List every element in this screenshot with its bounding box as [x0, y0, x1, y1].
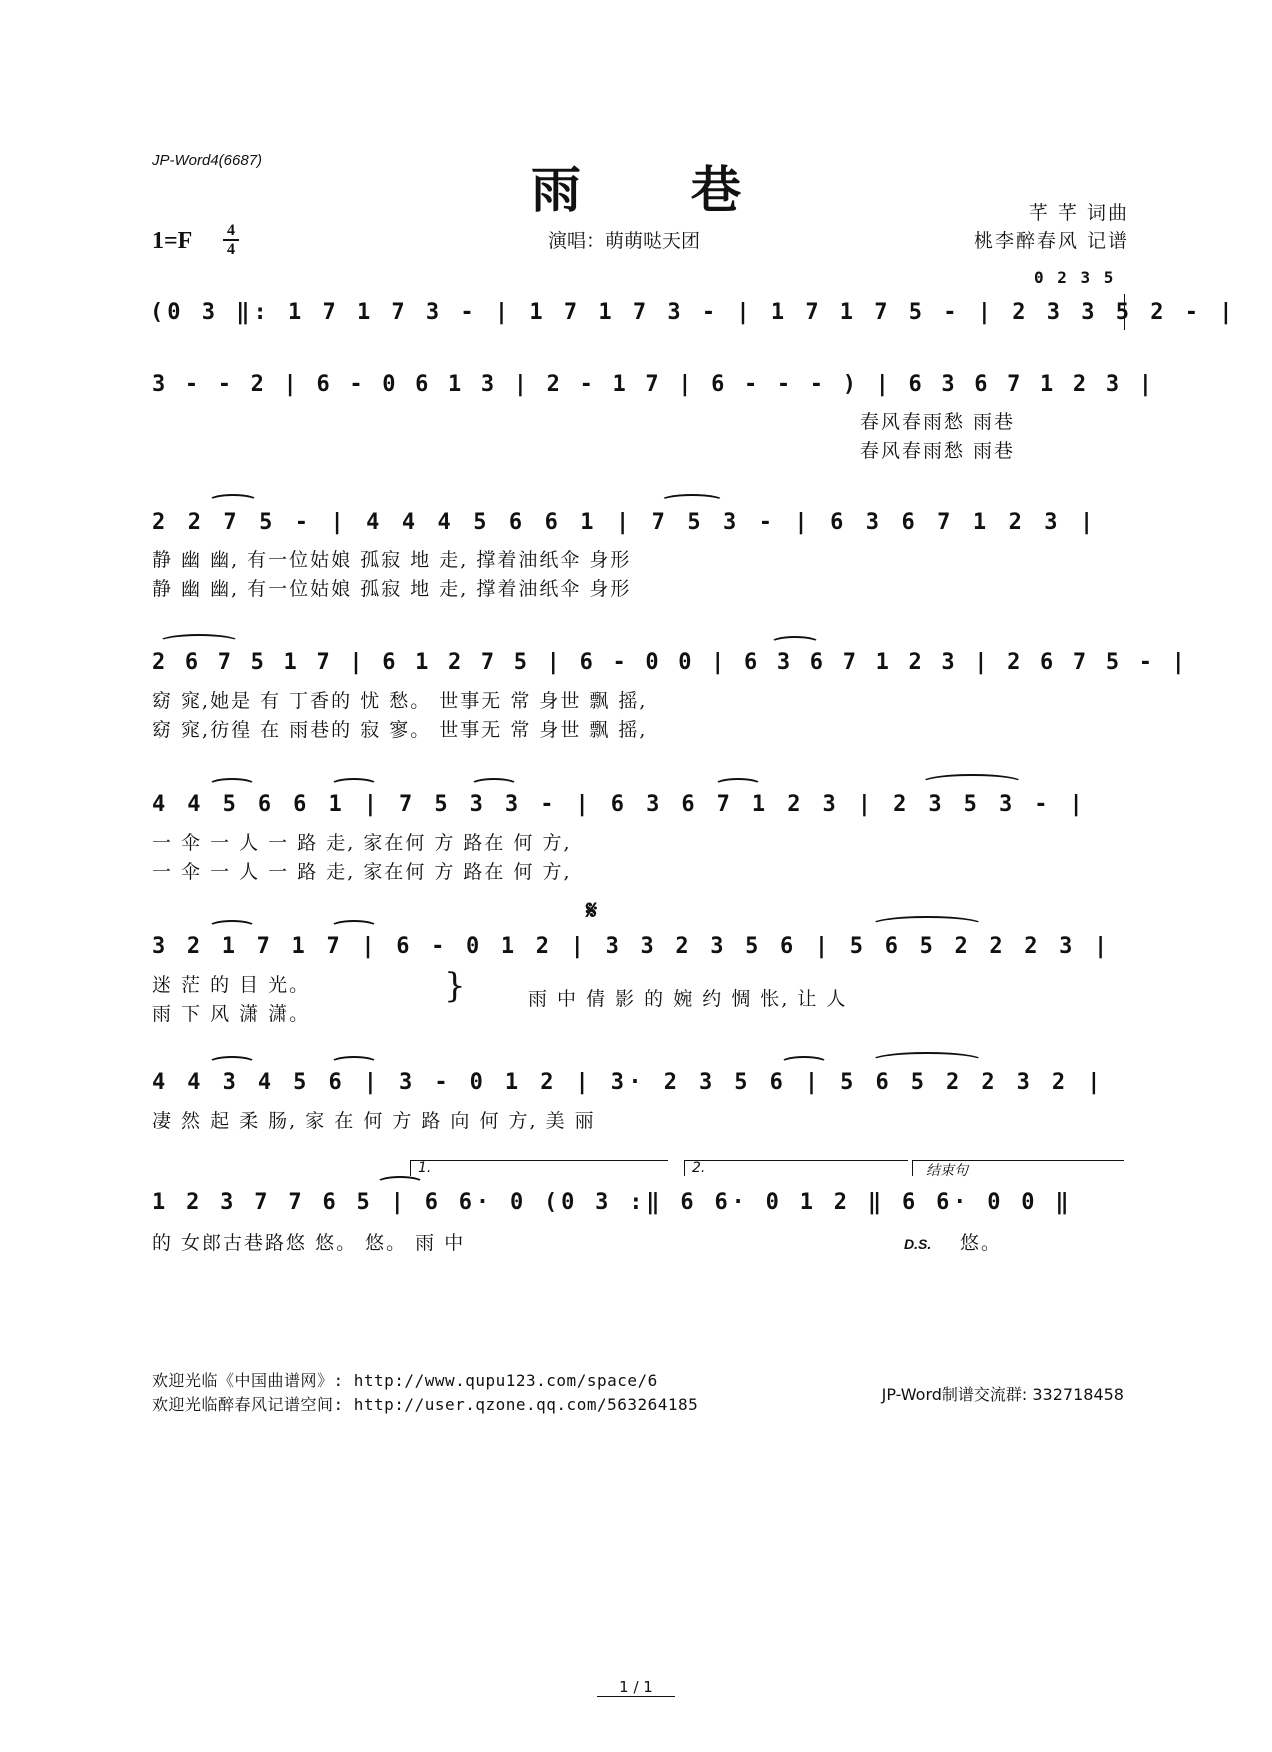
notation-line-1: (0 3 ‖: 1 7 1 7 3 - | 1 7 1 7 3 - | 1 7 1 7 5 - | 2 3 3 5 2 - | [150, 300, 1237, 325]
volta-bracket-1-edge [410, 1160, 411, 1176]
software-label: JP-Word4(6687) [152, 152, 263, 169]
segno-sign: 𝄋 [586, 896, 598, 926]
lyric-line-4-verse-2: 窈 窕,彷徨 在 雨巷的 寂 寥。 世事无 常 身世 飘 摇, [152, 719, 648, 741]
volta-bracket-2 [684, 1160, 908, 1161]
notation-line-2: 3 - - 2 | 6 - 0 6 1 3 | 2 - 1 7 | 6 - - - ) | 6 3 6 7 1 2 3 | [152, 372, 1156, 397]
notation-line-4: 2 6 7 5 1 7 | 6 1 2 7 5 | 6 - 0 0 | 6 3 6 7 1 2 3 | 2 6 7 5 - | [152, 650, 1189, 675]
slur [208, 1056, 256, 1070]
slur [208, 920, 256, 934]
slur [660, 494, 724, 508]
slur [470, 778, 518, 792]
lyric-line-2-verse-2: 春风春雨愁 雨巷 [860, 440, 1016, 462]
lyricist-credit: 芊 芊 词曲 [1028, 202, 1129, 224]
lyric-line-3-verse-2: 静 幽 幽, 有一位姑娘 孤寂 地 走, 撑着油纸伞 身形 [152, 578, 632, 600]
slur [158, 634, 240, 650]
lyric-line-4-verse-1: 窈 窕,她是 有 丁香的 忧 愁。 世事无 常 身世 飘 摇, [152, 690, 648, 712]
lyric-line-2-verse-1: 春风春雨愁 雨巷 [860, 411, 1016, 433]
volta-bracket-2-edge [684, 1160, 685, 1176]
footer-qzone: 欢迎光临醉春风记谱空间: http://user.qzone.qq.com/563264185 [152, 1395, 699, 1414]
ds-marking: D.S. [904, 1236, 932, 1252]
lyric-line-6-verse-1: 迷 茫 的 目 光。 [152, 974, 311, 996]
slur [208, 494, 258, 508]
lyric-line-6-chorus: 雨 中 倩 影 的 婉 约 惆 怅, 让 人 [528, 988, 848, 1010]
volta-bracket-1 [410, 1160, 668, 1161]
slur [330, 920, 378, 934]
slur [870, 916, 984, 934]
time-signature [222, 222, 240, 258]
singer-credit: 演唱：萌萌哒天团 [548, 230, 701, 252]
time-numerator: 4 [227, 222, 235, 239]
lyric-line-8: 的 女郎古巷路悠 悠。 悠。 雨 中 [152, 1232, 466, 1254]
footer-group: JP-Word制谱交流群: 332718458 [881, 1385, 1124, 1404]
ossia-notes: 0 2 3 5 [1034, 268, 1116, 287]
key-signature: 1=F [152, 228, 193, 254]
notation-line-7: 4 4 3 4 5 6 | 3 - 0 1 2 | 3· 2 3 5 6 | 5 6 5 2 2 3 2 | [152, 1070, 1105, 1095]
slur [330, 778, 378, 792]
volta-bracket-end-edge [912, 1160, 913, 1176]
lyric-line-7: 凄 然 起 柔 肠, 家 在 何 方 路 向 何 方, 美 丽 [152, 1110, 596, 1132]
slur [330, 1056, 378, 1070]
notation-line-8: 1 2 3 7 7 6 5 | 6 6· 0 (0 3 :‖ 6 6· 0 1 2 ‖ 6 6· 0 0 ‖ [152, 1190, 1073, 1215]
transcriber-credit: 桃李醉春风 记谱 [973, 230, 1129, 252]
song-title: 雨巷 [531, 160, 851, 219]
volta-2-label: 2. [692, 1160, 706, 1176]
slur [770, 636, 820, 650]
slur [870, 1052, 984, 1070]
notation-line-5: 4 4 5 6 6 1 | 7 5 3 3 - | 6 3 6 7 1 2 3 | 2 3 5 3 - | [152, 792, 1088, 817]
lyric-line-5-verse-2: 一 伞 一 人 一 路 走, 家在何 方 路在 何 方, [152, 861, 572, 883]
lyric-line-3-verse-1: 静 幽 幽, 有一位姑娘 孤寂 地 走, 撑着油纸伞 身形 [152, 549, 632, 571]
slur [920, 774, 1024, 792]
time-denominator: 4 [227, 241, 235, 258]
footer-website: 欢迎光临《中国曲谱网》: http://www.qupu123.com/space/6 [152, 1371, 658, 1390]
page-number: 1 / 1 [0, 1678, 1272, 1696]
slur [714, 778, 762, 792]
slur [376, 1176, 424, 1190]
brace: } [444, 966, 466, 1006]
notation-line-6: 3 2 1 7 1 7 | 6 - 0 1 2 | 3 3 2 3 5 6 | 5 6 5 2 2 2 3 | [152, 934, 1112, 959]
lyric-line-5-verse-1: 一 伞 一 人 一 路 走, 家在何 方 路在 何 方, [152, 832, 572, 854]
lyric-line-8-end: 悠。 [960, 1232, 1003, 1254]
volta-1-label: 1. [418, 1160, 432, 1176]
ending-label: 结束句 [926, 1163, 968, 1179]
lyric-line-6-verse-2: 雨 下 风 潇 潇。 [152, 1003, 311, 1025]
slur [208, 778, 256, 792]
notation-line-3: 2 2 7 5 - | 4 4 4 5 6 6 1 | 7 5 3 - | 6 3 6 7 1 2 3 | [152, 510, 1098, 535]
slur [780, 1056, 828, 1070]
barline-end-1 [1124, 294, 1125, 330]
